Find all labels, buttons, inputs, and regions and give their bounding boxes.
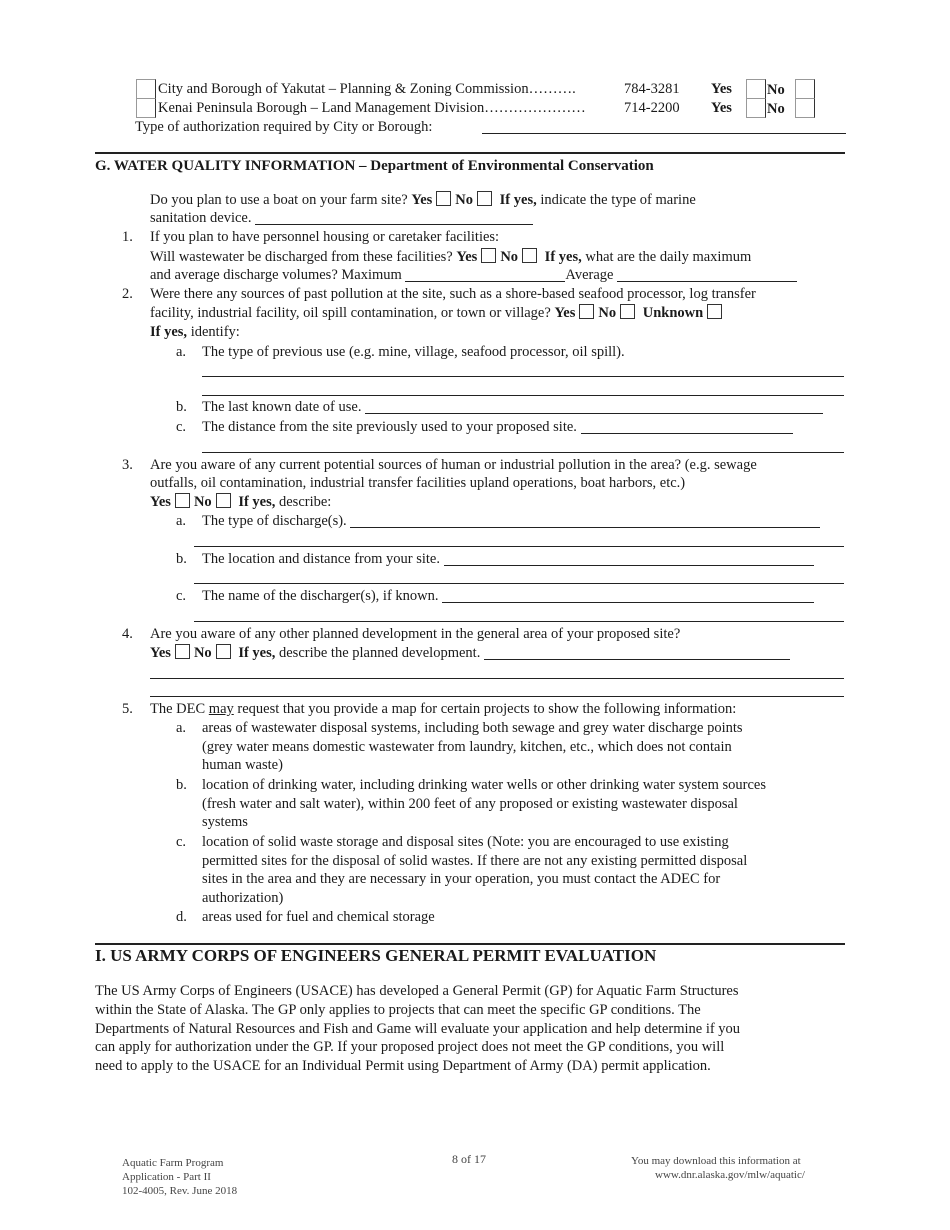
q2c-line — [202, 418, 793, 436]
q3c-field-2[interactable] — [194, 621, 844, 622]
q1-no-checkbox[interactable] — [522, 248, 537, 263]
q2-unknown-checkbox[interactable] — [707, 304, 722, 319]
boat-yes-label: Yes — [411, 192, 433, 208]
q4-no-label: No — [193, 645, 212, 661]
q3b-label: b. — [176, 551, 187, 567]
kenai-phone: 714-2200 — [624, 100, 680, 116]
boat-tail-text: indicate the type of marine — [540, 192, 696, 208]
boat-no-checkbox[interactable] — [477, 191, 492, 206]
q4-tail-text: describe the planned development. — [279, 645, 481, 661]
q3b-line — [202, 550, 814, 568]
q2-unknown-label: Unknown — [642, 305, 704, 321]
yakutat-yes-label: Yes — [711, 81, 732, 97]
yakutat-phone: 784-3281 — [624, 81, 680, 97]
section-i-para-line2: within the State of Alaska. The GP only applies to projects that can meet the specific GP conditions. The — [95, 1002, 701, 1018]
q5c-label: c. — [176, 834, 187, 850]
q3c-line — [202, 587, 814, 605]
q5c-line1: location of solid waste storage and disposal sites (Note: you are encouraged to use existing — [202, 834, 729, 850]
q1-ifyes-label: If yes, — [544, 249, 582, 265]
q5-line1 — [150, 700, 736, 718]
q2-identify-text: identify: — [190, 324, 240, 340]
q2a-label: a. — [176, 344, 187, 360]
q3-yes-checkbox[interactable] — [175, 493, 190, 508]
q2-yes-label: Yes — [554, 305, 576, 321]
yakutat-select-checkbox[interactable] — [136, 79, 156, 99]
q4-yes-checkbox[interactable] — [175, 644, 190, 659]
q1-question-text: Will wastewater be discharged from these facilities? — [150, 249, 453, 265]
sanitation-device-label: sanitation device. — [150, 210, 252, 226]
kenai-no-checkbox[interactable] — [795, 98, 815, 118]
borough-auth-field[interactable] — [482, 133, 846, 134]
q5d-label: d. — [176, 909, 187, 925]
q4-field[interactable] — [484, 645, 790, 660]
q5d-line1: areas used for fuel and chemical storage — [202, 909, 435, 925]
q2c-field-2[interactable] — [202, 452, 844, 453]
q2c-field[interactable] — [581, 419, 793, 434]
q3c-field[interactable] — [442, 588, 814, 603]
q3-describe-text: describe: — [279, 494, 332, 510]
q5c-line3: sites in the area and they are necessary in your operation, you must contact the ADEC for — [202, 871, 721, 887]
footer-download-url[interactable]: www.dnr.alaska.gov/mlw/aquatic/ — [655, 1169, 805, 1181]
sanitation-device-field[interactable] — [255, 210, 533, 225]
q5-post-text: request that you provide a map for certain projects to show the following information: — [237, 701, 737, 717]
q3a-field-2[interactable] — [194, 546, 844, 547]
q3b-text: The location and distance from your site. — [202, 551, 440, 567]
kenai-no-label: No — [767, 101, 785, 117]
q2-number: 2. — [122, 286, 133, 302]
section-i-para-line1: The US Army Corps of Engineers (USACE) has developed a General Permit (GP) for Aquatic Farm Structures — [95, 983, 739, 999]
section-i-para-line4: can apply for authorization under the GP. If your proposed project does not meet the GP conditions, you will — [95, 1039, 725, 1055]
q3-yes-label: Yes — [150, 494, 171, 510]
q4-number: 4. — [122, 626, 133, 642]
footer-program: Aquatic Farm Program — [122, 1157, 224, 1169]
q2b-line — [202, 398, 823, 416]
q5b-line3: systems — [202, 814, 248, 830]
q2-no-checkbox[interactable] — [620, 304, 635, 319]
q2b-field[interactable] — [365, 399, 823, 414]
q2-line3 — [150, 323, 240, 341]
q1-no-label: No — [500, 249, 519, 265]
q3c-text: The name of the discharger(s), if known. — [202, 588, 439, 604]
kenai-yes-label: Yes — [711, 100, 732, 116]
q3-no-checkbox[interactable] — [216, 493, 231, 508]
yakutat-no-checkbox[interactable] — [795, 79, 815, 99]
boat-question-text: Do you plan to use a boat on your farm site? — [150, 192, 408, 208]
boat-question — [150, 191, 696, 209]
q1-maximum-field[interactable] — [405, 267, 565, 282]
q4-line1: Are you aware of any other planned development in the general area of your proposed site? — [150, 626, 681, 642]
q1-average-label: Average — [565, 267, 614, 283]
footer-form-number: 102-4005, Rev. June 2018 — [122, 1185, 238, 1197]
q5b-line2: (fresh water and salt water), within 200 feet of any proposed or existing wastewater disposal — [202, 796, 738, 812]
kenai-select-checkbox[interactable] — [136, 98, 156, 118]
sanitation-device-line — [150, 209, 533, 227]
q5a-line1: areas of wastewater disposal systems, including both sewage and grey water discharge points — [202, 720, 743, 736]
yakutat-no-label: No — [767, 82, 785, 98]
q2b-text: The last known date of use. — [202, 399, 362, 415]
q2-question-text: facility, industrial facility, oil spill contamination, or town or village? — [150, 305, 551, 321]
q4-field-3[interactable] — [150, 696, 844, 697]
q3-number: 3. — [122, 457, 133, 473]
q2a-field-2[interactable] — [202, 395, 844, 396]
q5b-line1: location of drinking water, including drinking water wells or other drinking water system sources — [202, 777, 766, 793]
q3b-field[interactable] — [444, 551, 814, 566]
q5c-line4: authorization) — [202, 890, 284, 906]
q5-pre-text: The DEC — [150, 701, 206, 717]
section-i-title: I. US ARMY CORPS OF ENGINEERS GENERAL PERMIT EVALUATION — [95, 946, 657, 965]
q2-ifyes-label: If yes, — [150, 324, 188, 340]
section-g-title: G. WATER QUALITY INFORMATION – Department of Environmental Conservation — [95, 158, 654, 174]
q1-number: 1. — [122, 229, 133, 245]
q3a-line — [202, 512, 820, 530]
q4-yes-label: Yes — [150, 645, 171, 661]
q5a-line2: (grey water means domestic wastewater from laundry, kitchen, etc., which does not contain — [202, 739, 732, 755]
boat-no-label: No — [455, 192, 474, 208]
q5b-label: b. — [176, 777, 187, 793]
q3a-field[interactable] — [350, 513, 820, 528]
footer-download-text: You may download this information at — [631, 1155, 801, 1167]
q3c-label: c. — [176, 588, 187, 604]
q2c-text: The distance from the site previously used to your proposed site. — [202, 419, 577, 435]
q4-field-2[interactable] — [150, 678, 844, 679]
q1-yes-label: Yes — [456, 249, 478, 265]
q3-no-label: No — [193, 494, 212, 510]
yakutat-name: City and Borough of Yakutat – Planning & Zoning Commission………. — [158, 81, 576, 97]
q5c-line2: permitted sites for the disposal of solid wastes. If there are not any existing permitted disposal — [202, 853, 748, 869]
q1-maximum-label: and average discharge volumes? Maximum — [150, 267, 402, 283]
q1-yes-checkbox[interactable] — [481, 248, 496, 263]
borough-auth-label: Type of authorization required by City or Borough: — [135, 119, 433, 135]
q1-line1: If you plan to have personnel housing or caretaker facilities: — [150, 229, 500, 245]
q3b-field-2[interactable] — [194, 583, 844, 584]
q3a-label: a. — [176, 513, 187, 529]
q2c-label: c. — [176, 419, 187, 435]
q2b-label: b. — [176, 399, 187, 415]
q3-line3 — [150, 493, 331, 511]
q1-tail-text: what are the daily maximum — [585, 249, 752, 265]
q1-average-field[interactable] — [617, 267, 797, 282]
q2a-text: The type of previous use (e.g. mine, village, seafood processor, oil spill). — [202, 344, 625, 360]
section-g-rule — [95, 152, 845, 154]
q1-line3 — [150, 266, 797, 284]
q5a-label: a. — [176, 720, 187, 736]
section-i-para-line5: need to apply to the USACE for an Individual Permit using Department of Army (DA) permit application. — [95, 1058, 711, 1074]
q3-line1: Are you aware of any current potential sources of human or industrial pollution in the area? (e.g. sewage — [150, 457, 757, 473]
q4-line2 — [150, 644, 790, 662]
section-i-rule — [95, 943, 845, 945]
boat-ifyes-label: If yes, — [499, 192, 537, 208]
kenai-yes-checkbox[interactable] — [746, 98, 766, 118]
q1-line2 — [150, 248, 751, 266]
q4-no-checkbox[interactable] — [216, 644, 231, 659]
section-i-para-line3: Departments of Natural Resources and Fish and Game will evaluate your application and help determine if you — [95, 1021, 741, 1037]
q3-ifyes-label: If yes, — [238, 494, 276, 510]
q2-no-label: No — [598, 305, 617, 321]
q2-line1: Were there any sources of past pollution at the site, such as a shore-based seafood processor, log transfer — [150, 286, 756, 302]
q5-number: 5. — [122, 701, 133, 717]
boat-yes-checkbox[interactable] — [436, 191, 451, 206]
q2-yes-checkbox[interactable] — [579, 304, 594, 319]
q5a-line3: human waste) — [202, 757, 283, 773]
q3-line2: outfalls, oil contamination, industrial transfer facilities upland operations, boat harbors, etc.) — [150, 475, 686, 491]
footer-page-number: 8 of 17 — [452, 1152, 486, 1166]
q3a-text: The type of discharge(s). — [202, 513, 347, 529]
yakutat-yes-checkbox[interactable] — [746, 79, 766, 99]
q2-line2 — [150, 304, 726, 322]
footer-application: Application - Part II — [122, 1171, 211, 1183]
q4-ifyes-label: If yes, — [238, 645, 276, 661]
q2a-field[interactable] — [202, 376, 844, 377]
kenai-name: Kenai Peninsula Borough – Land Management Division………………… — [158, 100, 586, 116]
q5-may-text: may — [208, 701, 234, 717]
